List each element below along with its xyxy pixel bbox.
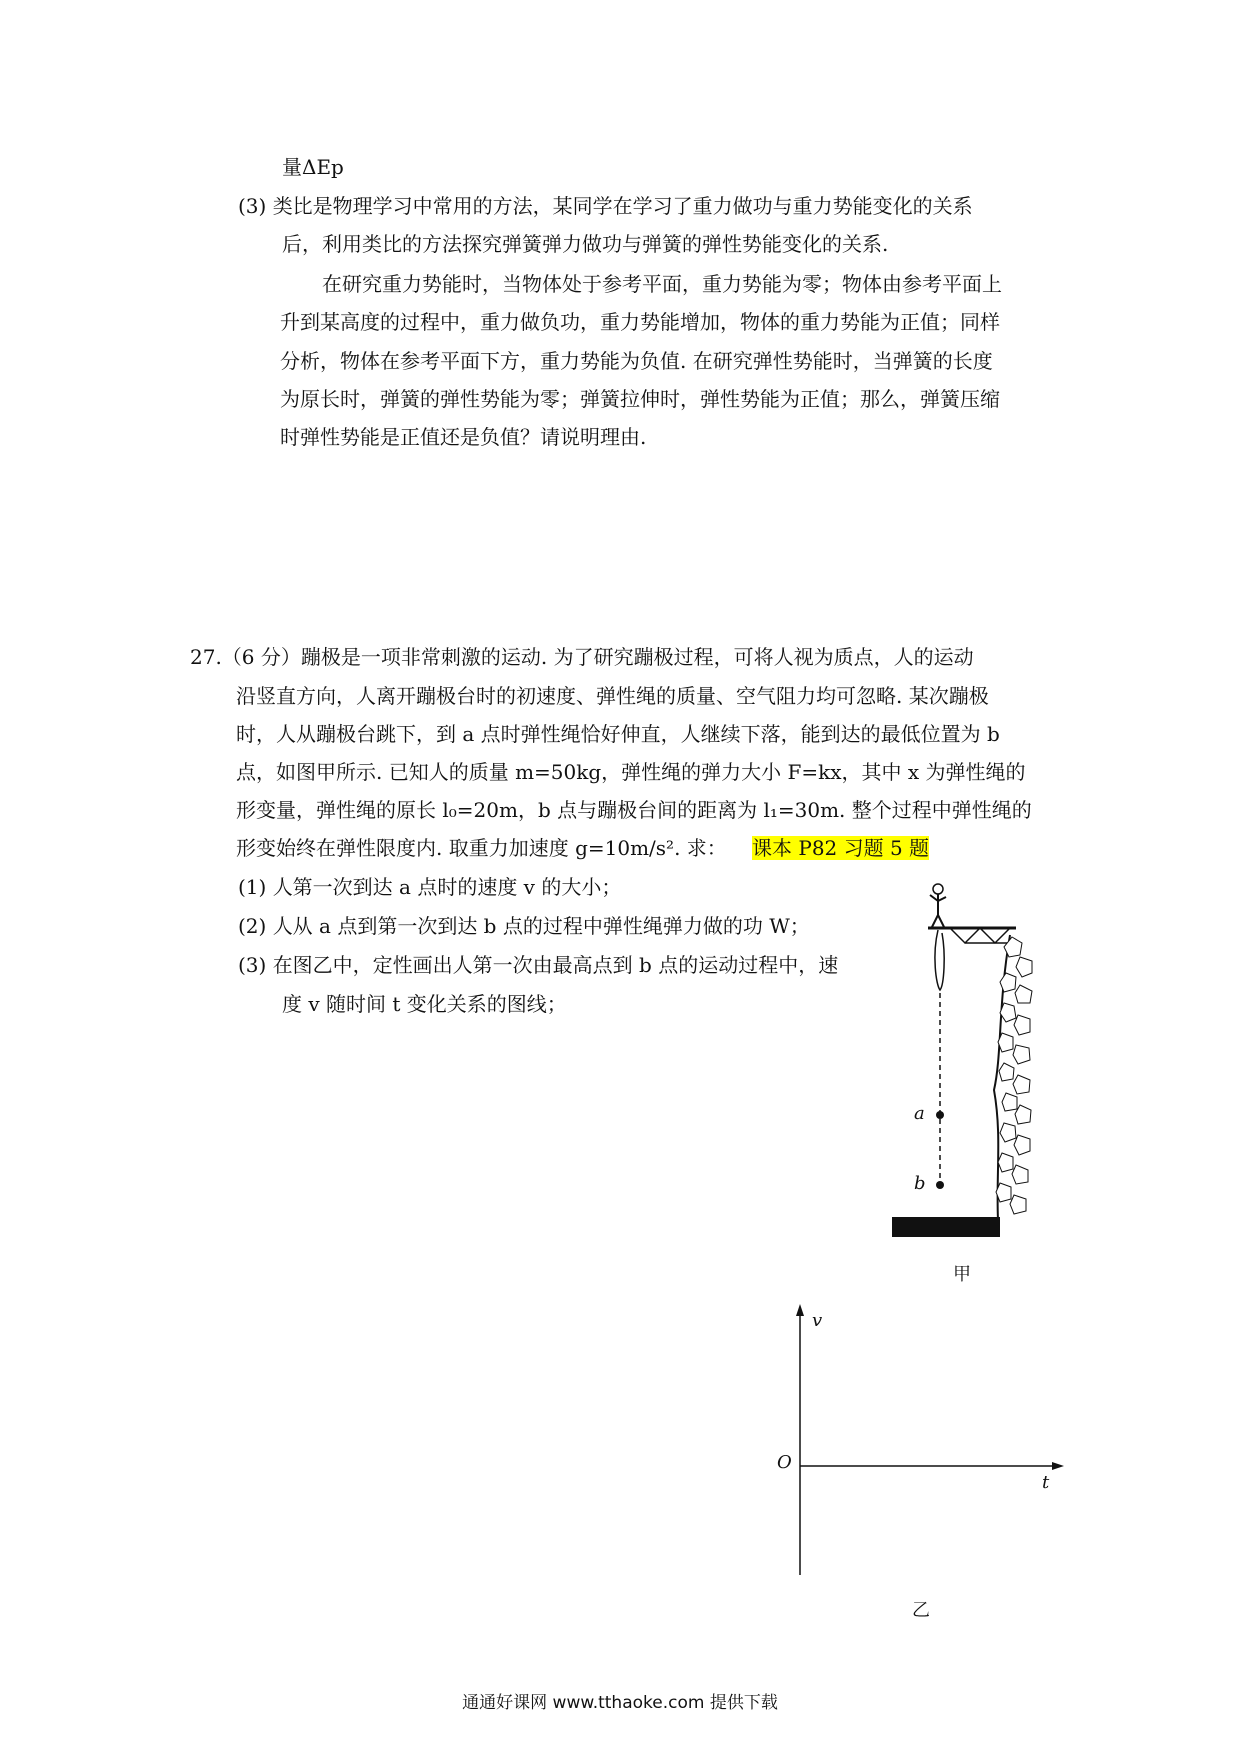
continuation-text: 量ΔEp bbox=[282, 155, 344, 179]
sub-question-2: (2) 人从 a 点到第一次到达 b 点的过程中弹性绳弹力做的功 W； bbox=[238, 914, 810, 938]
figure-yi-caption: 乙 bbox=[912, 1600, 930, 1621]
bungee-cord bbox=[935, 930, 944, 990]
question-line: 时，人从蹦极台跳下，到 a 点时弹性绳恰好伸直，人继续下落，能到达的最低位置为 b bbox=[236, 722, 1000, 746]
t-axis-label: t bbox=[1042, 1472, 1050, 1493]
v-axis-label: v bbox=[812, 1310, 823, 1331]
point-a bbox=[936, 1111, 944, 1119]
vt-graph-axes bbox=[770, 1300, 1070, 1580]
sub-question-3-cont: 度 v 随时间 t 变化关系的图线； bbox=[282, 992, 567, 1016]
label-a: a bbox=[914, 1103, 925, 1124]
question-line: 形变始终在弹性限度内. 取重力加速度 g=10m/s². 求： bbox=[236, 836, 727, 860]
person-body bbox=[930, 894, 946, 927]
text-line: 在研究重力势能时，当物体处于参考平面，重力势能为零；物体由参考平面上 bbox=[322, 272, 1002, 296]
sub-question-3: (3) 在图乙中，定性画出人第一次由最高点到 b 点的运动过程中，速 bbox=[238, 953, 839, 977]
text-line: 时弹性势能是正值还是负值？请说明理由. bbox=[280, 425, 647, 449]
figure-jia bbox=[880, 875, 1060, 1245]
label-b: b bbox=[914, 1173, 926, 1194]
text-line: 后，利用类比的方法探究弹簧弹力做功与弹簧的弹性势能变化的关系. bbox=[282, 232, 889, 256]
point-b bbox=[936, 1181, 944, 1189]
textbook-reference-highlight: 课本 P82 习题 5 题 bbox=[752, 836, 930, 860]
question-line: 点，如图甲所示. 已知人的质量 m=50kg，弹性绳的弹力大小 F=kx，其中 x 为弹性绳的 bbox=[236, 760, 1026, 784]
figure-yi bbox=[770, 1300, 1070, 1580]
text-line: (3) 类比是物理学习中常用的方法，某同学在学习了重力做功与重力势能变化的关系 bbox=[238, 194, 973, 218]
text-line: 升到某高度的过程中，重力做负功，重力势能增加，物体的重力势能为正值；同样 bbox=[280, 310, 1000, 334]
figure-jia-caption: 甲 bbox=[953, 1264, 971, 1285]
v-axis-arrow bbox=[796, 1304, 804, 1316]
sub-question-1: (1) 人第一次到达 a 点时的速度 v 的大小； bbox=[238, 875, 622, 899]
text-line: 分析，物体在参考平面下方，重力势能为负值. 在研究弹性势能时，当弹簧的长度 bbox=[280, 349, 993, 373]
origin-label: O bbox=[777, 1452, 792, 1473]
bungee-diagram bbox=[880, 875, 1060, 1245]
ground-block bbox=[892, 1217, 1000, 1237]
person-head bbox=[933, 884, 943, 894]
cliff-rocks bbox=[996, 937, 1032, 1214]
t-axis-arrow bbox=[1052, 1462, 1064, 1470]
text-line: 为原长时，弹簧的弹性势能为零；弹簧拉伸时，弹性势能为正值；那么，弹簧压缩 bbox=[280, 387, 1000, 411]
question-line: 沿竖直方向，人离开蹦极台时的初速度、弹性绳的质量、空气阻力均可忽略. 某次蹦极 bbox=[236, 684, 989, 708]
platform-truss bbox=[950, 928, 1015, 943]
question-line: 27.（6 分）蹦极是一项非常刺激的运动. 为了研究蹦极过程，可将人视为质点，人的运动 bbox=[190, 645, 974, 669]
footer: 通通好课网 www.tthaoke.com 提供下载 bbox=[462, 1693, 778, 1713]
question-line: 形变量，弹性绳的原长 l₀=20m，b 点与蹦极台间的距离为 l₁=30m. 整个过程中弹性绳的 bbox=[236, 798, 1032, 822]
